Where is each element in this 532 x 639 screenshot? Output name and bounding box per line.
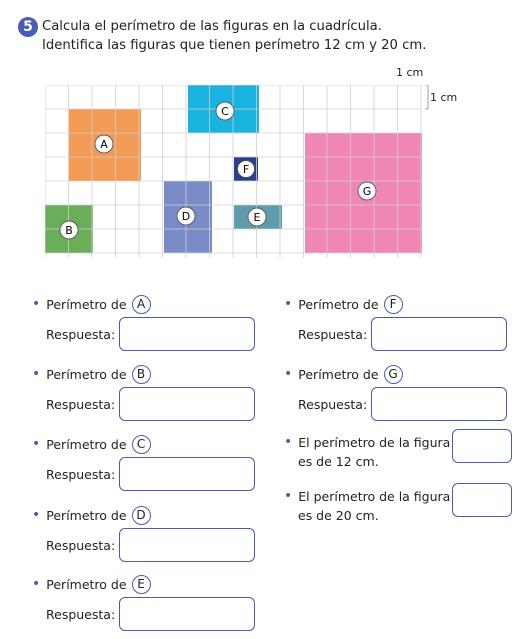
- question-prefix: Perímetro de: [298, 296, 379, 312]
- answer-label: Respuesta:: [46, 537, 116, 553]
- svg-text:E: E: [253, 211, 261, 224]
- question-12cm-line1: El perímetro de la figura: [298, 434, 451, 450]
- svg-text:C: C: [221, 105, 229, 118]
- scale-label-horizontal: 1 cm: [396, 66, 424, 79]
- label-F: [238, 161, 255, 178]
- instruction-line-2: Identifica las figuras que tienen perímetro 12 cm y 20 cm.: [42, 38, 427, 53]
- question-prefix: Perímetro de: [298, 366, 379, 382]
- question-circle-A: A: [132, 295, 151, 314]
- answer-box-B[interactable]: [119, 387, 255, 421]
- answer-label: Respuesta:: [298, 396, 368, 412]
- svg-text:A: A: [100, 138, 108, 151]
- question-circle-B: B: [132, 365, 151, 384]
- question-F: • Perímetro de F Respuesta:: [284, 293, 507, 351]
- instruction-line-1: Calcula el perímetro de las figuras en la cuadrícula.: [42, 19, 382, 34]
- label-G: [358, 182, 376, 200]
- question-prefix: Perímetro de: [46, 576, 127, 592]
- scale-markers: [398, 85, 428, 109]
- answer-box-A[interactable]: [119, 317, 255, 351]
- question-20cm-line2: es de 20 cm.: [298, 508, 379, 523]
- question-B: • Perímetro de B Respuesta:: [32, 363, 255, 421]
- question-12cm-line2: es de 12 cm.: [298, 454, 379, 469]
- label-D: [177, 207, 195, 225]
- question-prefix: Perímetro de: [46, 366, 127, 382]
- question-circle-F: F: [384, 295, 403, 314]
- answer-label: Respuesta:: [46, 606, 116, 622]
- answer-box-E[interactable]: [119, 597, 255, 631]
- answer-label: Respuesta:: [298, 326, 368, 342]
- question-G: • Perímetro de G Respuesta:: [284, 363, 507, 421]
- answer-box-C[interactable]: [119, 457, 255, 491]
- grid-figure: [45, 85, 485, 264]
- question-20cm: • El perímetro de la figura es de 20 cm.: [284, 486, 450, 526]
- svg-text:F: F: [242, 163, 250, 176]
- label-C: [216, 102, 234, 120]
- svg-text:D: D: [181, 210, 191, 223]
- question-D: • Perímetro de D Respuesta:: [32, 504, 255, 562]
- answer-label: Respuesta:: [46, 326, 116, 342]
- answer-label: Respuesta:: [46, 466, 116, 482]
- question-circle-D: D: [132, 506, 151, 525]
- question-C: • Perímetro de C Respuesta:: [32, 433, 255, 491]
- question-circle-E: E: [132, 575, 151, 594]
- instructions: [42, 17, 426, 55]
- label-E: [248, 208, 266, 226]
- label-B: [60, 221, 78, 239]
- answer-label: Respuesta:: [46, 396, 116, 412]
- label-A: [95, 135, 113, 153]
- svg-text:G: G: [362, 185, 372, 198]
- question-12cm: • El perímetro de la figura es de 12 cm.: [284, 432, 450, 472]
- question-circle-C: C: [132, 435, 151, 454]
- question-prefix: Perímetro de: [46, 436, 127, 452]
- answer-box-F[interactable]: [371, 317, 507, 351]
- question-circle-G: G: [384, 365, 403, 384]
- answer-box-20cm[interactable]: [452, 483, 512, 517]
- answer-box-D[interactable]: [119, 528, 255, 562]
- question-prefix: Perímetro de: [46, 296, 127, 312]
- answer-box-G[interactable]: [371, 387, 507, 421]
- question-A: • Perímetro de A Respuesta:: [32, 293, 255, 351]
- question-20cm-line1: El perímetro de la figura: [298, 488, 451, 504]
- svg-text:B: B: [65, 224, 73, 237]
- answer-box-12cm[interactable]: [452, 429, 512, 463]
- exercise-number: 5: [18, 17, 38, 37]
- grid-svg: [45, 85, 485, 260]
- question-E: • Perímetro de E Respuesta:: [32, 573, 255, 631]
- question-prefix: Perímetro de: [46, 507, 127, 523]
- scale-label-vertical: 1 cm: [430, 91, 458, 104]
